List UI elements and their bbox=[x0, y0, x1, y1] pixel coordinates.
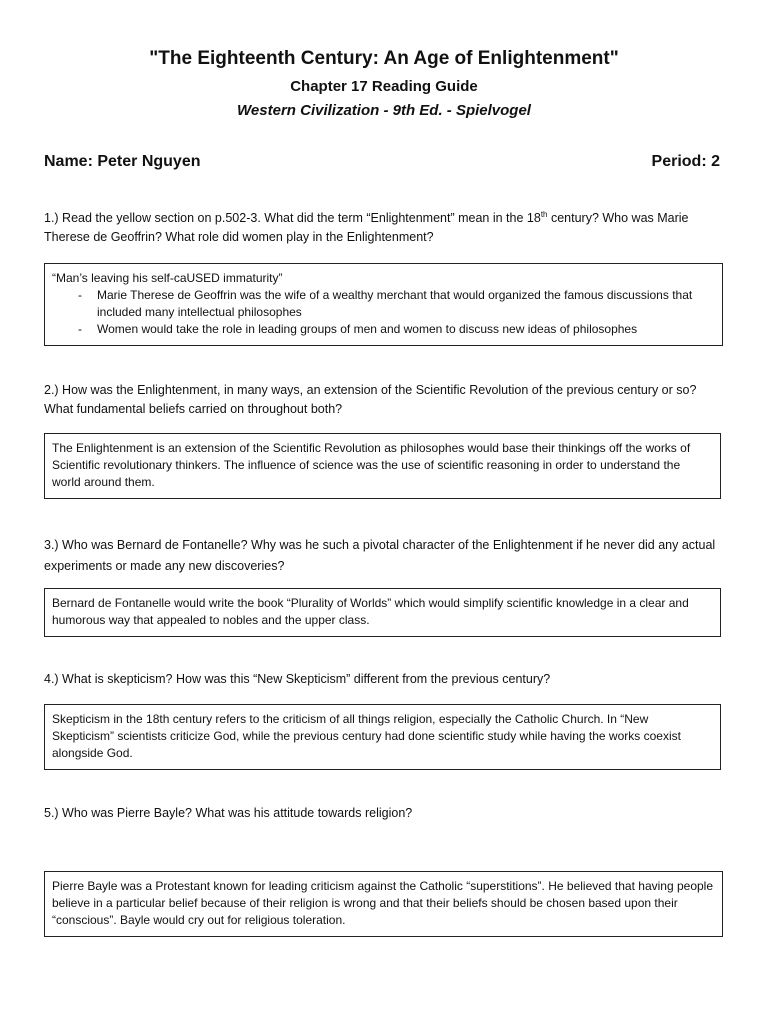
answer-box-1 bbox=[44, 263, 723, 346]
answer-1-bullets bbox=[52, 287, 714, 338]
answer-box-3: Bernard de Fontanelle would write the book “Plurality of Worlds” which would simplify scientific knowledge in a clear and humorous way that appealed to nobles and the upper class. bbox=[44, 588, 721, 637]
list-item: - Marie Therese de Geoffrin was the wife of a wealthy merchant that would organized the famous discussions that included many intellectual philosophes bbox=[52, 287, 714, 321]
answer-box-5: Pierre Bayle was a Protestant known for leading criticism against the Catholic “superstitions”. He believed that having people believe in a particular belief because of their religion is wrong and that their beliefs should be chosen based upon their “conscious”. Bayle would cry out for religious toleration. bbox=[44, 871, 723, 937]
list-item: - Women would take the role in leading groups of men and women to discuss new ideas of philosophes bbox=[52, 321, 714, 338]
answer-1-intro: “Man’s leaving his self-caUSED immaturity” bbox=[52, 271, 283, 285]
student-name: Name: Peter Nguyen bbox=[44, 153, 201, 170]
answer-box-4: Skepticism in the 18th century refers to the criticism of all things religion, especially the Catholic Church. In “New Skepticism” scientists criticize God, while the previous century had done scientific study while having the works coexist alongside God. bbox=[44, 704, 721, 770]
question-3: 3.) Who was Bernard de Fontanelle? Why was he such a pivotal character of the Enlightenment if he never did any actual experiments or made any new discoveries? bbox=[44, 538, 716, 573]
question-4: 4.) What is skepticism? How was this “New Skepticism” different from the previous century? bbox=[44, 672, 551, 686]
question-2: 2.) How was the Enlightenment, in many ways, an extension of the Scientific Revolution of the previous century or so? What fundamental beliefs carried on throughout both? bbox=[44, 383, 697, 416]
answer-box-2: The Enlightenment is an extension of the Scientific Revolution as philosophes would base their thinkings off the works of Scientific revolutionary thinkers. The influence of science was the use of scientific reasoning in order to understand the world around them. bbox=[44, 433, 721, 499]
document-title: "The Eighteenth Century: An Age of Enlightenment" bbox=[149, 48, 619, 69]
textbook-reference: Western Civilization - 9th Ed. - Spielvogel bbox=[237, 102, 531, 119]
document-subtitle: Chapter 17 Reading Guide bbox=[290, 78, 478, 95]
class-period: Period: 2 bbox=[651, 153, 720, 170]
question-5: 5.) Who was Pierre Bayle? What was his attitude towards religion? bbox=[44, 806, 413, 820]
question-1: 1.) Read the yellow section on p.502-3. What did the term “Enlightenment” mean in the 18th century? Who was Marie Therese de Geoffrin? What role did women play in the Enlightenment? bbox=[44, 209, 689, 244]
